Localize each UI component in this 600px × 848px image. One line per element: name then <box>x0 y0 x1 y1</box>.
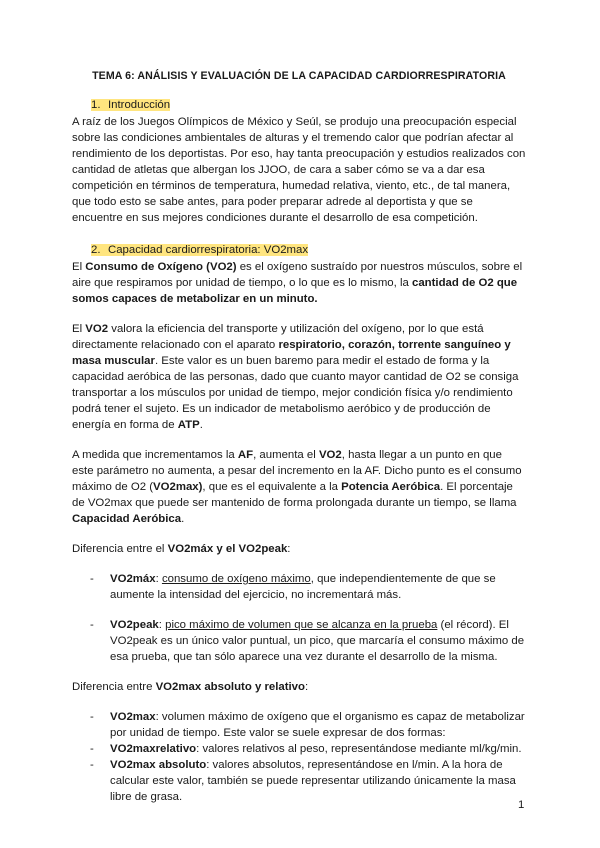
list-item: - VO2peak: pico máximo de volumen que se alcanza en la prueba (el récord). El VO2peak es un único valor puntual, un pico, que marcaría el consumo máximo de esa prueba, que tan sólo aparece una vez durante el desarrollo de la misma. <box>90 619 525 663</box>
section-number: 2. <box>91 244 101 256</box>
page-number: 1 <box>518 799 525 811</box>
section-heading-vo2max <box>91 242 526 258</box>
intro-paragraph: A raíz de los Juegos Olímpicos de México y Seúl, se produjo una preocupación especial sobre las condiciones ambientales de alturas y el tremendo calor que podrían afectar al rendimiento de los deportistas. Por eso, hay tanta preocupación y estudios realizados con cantidad de atletas que albergan los JJOO, de cara a saber cómo se va a dar esa competición en términos de temperatura, humedad relativa, viento, etc., de tal manera, que todo esto se sabe antes, para poder preparar adrede al deportista y que se encuentre en sus mejores condiciones durante el desarrollo de esa competición. <box>72 116 526 224</box>
vo2max-absolute-relative-list <box>72 709 526 805</box>
list-dash: - <box>90 619 94 631</box>
difference-intro-peak: Diferencia entre el VO2máx y el VO2peak: <box>72 543 291 555</box>
vo2max-vs-peak-list <box>72 571 526 665</box>
list-item: - VO2max: volumen máximo de oxígeno que el organismo es capaz de metabolizar por unidad de tiempo. Este valor se suele expresar de dos formas: <box>90 711 525 739</box>
section-heading-intro <box>91 97 526 113</box>
list-dash: - <box>90 759 94 771</box>
list-item: - VO2maxrelativo: valores relativos al peso, representándose mediante ml/kg/min. <box>90 743 522 755</box>
list-dash: - <box>90 743 94 755</box>
section-title: Introducción <box>108 99 171 111</box>
section-title: Capacidad cardiorrespiratoria: VO2max <box>108 244 309 256</box>
vo2max-paragraph: A medida que incrementamos la AF, aumenta el VO2, hasta llegar a un punto en que este parámetro no aumenta, a pesar del incremento en la AF. Dicho punto es el consumo máximo de O2 (VO2max), que es el equivalente a la Potencia Aeróbica. El porcentaje de VO2max que puede ser mantenido de forma prolongada durante un tiempo, se llama Capacidad Aeróbica. <box>72 449 522 525</box>
list-item: - VO2máx: consumo de oxígeno máximo, que independientemente de que se aumente la intensidad del ejercicio, no incrementará más. <box>90 573 496 601</box>
vo2-efficiency-paragraph: El VO2 valora la eficiencia del transporte y utilización del oxígeno, por lo que está directamente relacionado con el aparato respiratorio, corazón, torrente sanguíneo y masa muscular. Este valor es un buen baremo para medir el estado de forma y la capacidad aeróbica de las personas, dado que cuanto mayor cantidad de O2 se consiga transportar a los músculos por unidad de tiempo, mejor condición física y/o rendimiento podrá tener el sujeto. Es un indicador de metabolismo aeróbico y de producción de energía en forma de ATP. <box>72 323 519 431</box>
heading-highlight <box>91 244 308 256</box>
list-dash: - <box>90 573 94 585</box>
vo2-definition-paragraph: El Consumo de Oxígeno (VO2) es el oxígeno sustraído por nuestros músculos, sobre el aire que respiramos por unidad de tiempo, o lo que es lo mismo, la cantidad de O2 que somos capaces de metabolizar en un minuto. <box>72 261 523 305</box>
section-number: 1. <box>91 99 101 111</box>
difference-intro-absolute: Diferencia entre VO2max absoluto y relativo: <box>72 681 309 693</box>
document-page <box>72 68 526 805</box>
list-dash: - <box>90 711 94 723</box>
document-title: TEMA 6: ANÁLISIS Y EVALUACIÓN DE LA CAPACIDAD CARDIORRESPIRATORIA <box>92 70 506 82</box>
heading-highlight <box>91 99 170 111</box>
list-item: - VO2max absoluto: valores absolutos, representándose en l/min. A la hora de calcular este valor, también se puede representar utilizando únicamente la masa libre de grasa. <box>90 759 516 803</box>
